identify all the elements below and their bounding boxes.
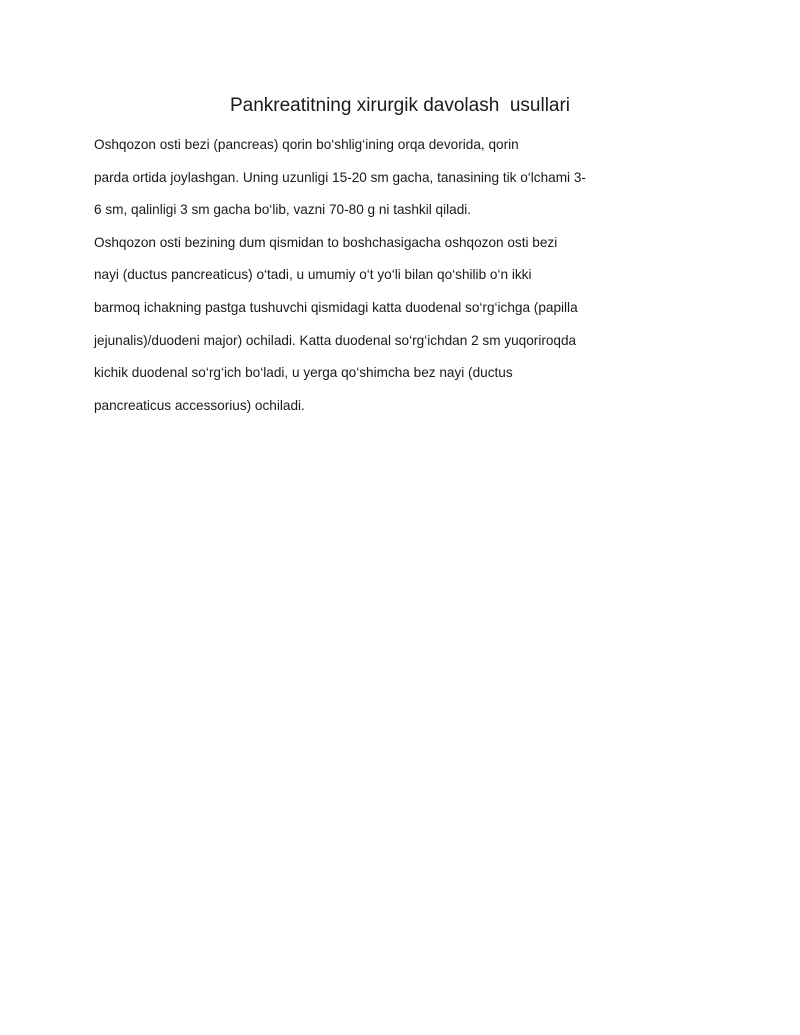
text-line: kichik duodenal so‘rg‘ich bo‘ladi, u yerga qo‘shimcha bez nayi (ductus (94, 365, 513, 381)
text-line: jejunalis)/duodeni major) ochiladi. Katta duodenal so‘rg‘ichdan 2 sm yuqoriroqda (94, 332, 577, 348)
body-text (94, 134, 734, 427)
text-line: nayi (ductus pancreaticus) o‘tadi, u umumiy o‘t yo‘li bilan qo‘shilib o‘n ikki (94, 267, 532, 283)
text-line: parda ortida joylashgan. Uning uzunligi 15-20 sm gacha, tanasining tik o‘lchami 3- (94, 169, 586, 185)
text-line: 6 sm, qalinligi 3 sm gacha bo‘lib, vazni 70-80 g ni tashkil qiladi. (94, 202, 472, 218)
text-line: pancreaticus accessorius) ochiladi. (94, 397, 305, 413)
text-line: barmoq ichakning pastga tushuvchi qismidagi katta duodenal so‘rg‘ichga (papilla (94, 299, 578, 315)
page-title: Pankreatitning xirurgik davolash usullari (229, 95, 571, 116)
text-line: Oshqozon osti bezining dum qismidan to boshchasigacha oshqozon osti bezi (94, 234, 558, 250)
text-line: Oshqozon osti bezi (pancreas) qorin bo‘shlig‘ining orqa devorida, qorin (94, 137, 519, 152)
